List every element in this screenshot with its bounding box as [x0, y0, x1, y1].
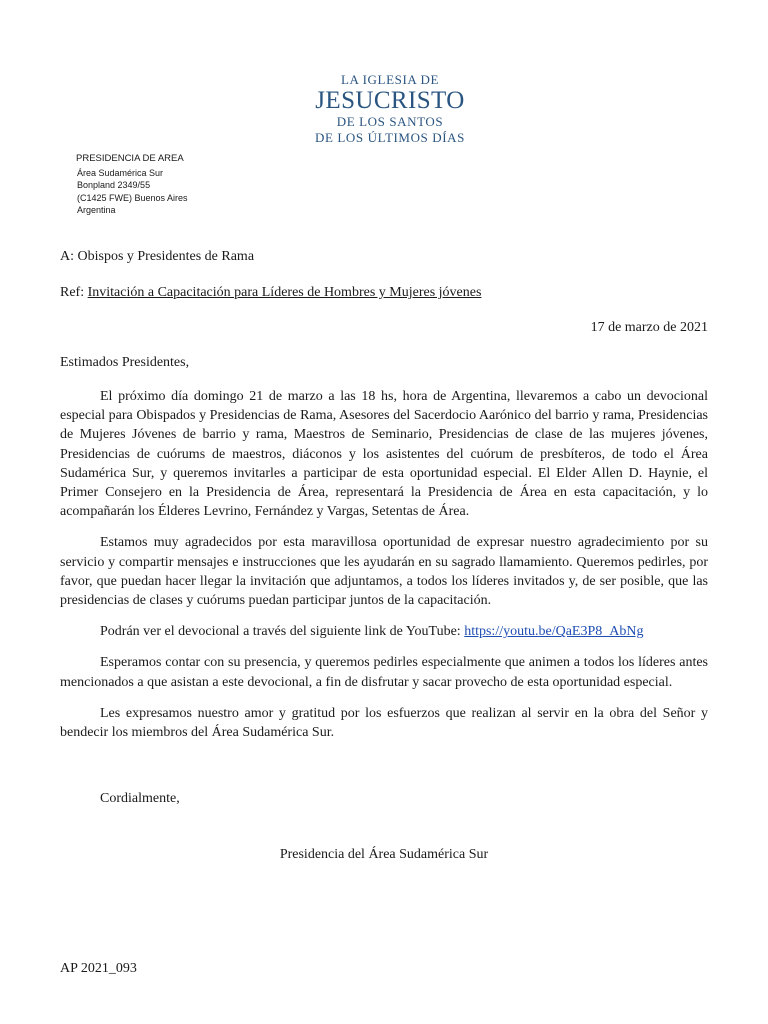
recipient-line: A: Obispos y Presidentes de Rama	[60, 249, 255, 264]
document-code: AP 2021_093	[60, 961, 137, 976]
closing: Cordialmente,	[100, 791, 180, 806]
logo-line-3: DE LOS SANTOS	[336, 114, 444, 129]
logo-line-2: JESUCRISTO	[315, 87, 465, 114]
paragraph-3	[60, 622, 708, 641]
sender-address	[77, 153, 188, 217]
paragraph-1: El próximo día domingo 21 de marzo a las 18 hs, hora de Argentina, llevaremos a cabo un devocional especial para Obispados y Presidencias de Rama, Asesores del Sacerdocio Aarónico del barrio y rama, Presidencias de Mujeres Jóvenes de barrio y rama, Maestros de Seminario, Presidencias de clase de las mujeres jóvenes, Presidencias de cuórums de maestros, diáconos y los asistentes del cuórum de presbíteros, de todo el Área Sudamérica Sur, y queremos invitarles a participar de esta oportunidad especial. El Elder Allen D. Haynie, el Primer Consejero en la Presidencia de Área, representará la Presidencia de Área en esta capacitación, y lo acompañarán los Élderes Levrino, Fernández y Vargas, Setentas de Área.	[60, 389, 708, 520]
address-title: PRESIDENCIA DE AREA	[76, 153, 184, 164]
logo-line-1: LA IGLESIA DE	[340, 72, 440, 87]
reference-label: Ref:	[60, 285, 88, 300]
youtube-link[interactable]: https://youtu.be/QaE3P8_AbNg	[464, 624, 644, 640]
reference-line	[60, 285, 481, 301]
paragraph-3-text: Podrán ver el devocional a través del siguiente link de YouTube:	[100, 624, 465, 640]
church-logo	[300, 72, 480, 146]
address-city: (C1425 FWE) Buenos Aires	[77, 192, 188, 203]
letter-date: 17 de marzo de 2021	[590, 320, 708, 335]
salutation: Estimados Presidentes,	[60, 355, 190, 370]
paragraph-2: Estamos muy agradecidos por esta maravillosa oportunidad de expresar nuestro agradecimiento por su servicio y compartir mensajes e instrucciones que les ayudarán en su sagrado llamamiento. Queremos pedirles, por favor, que puedan hacer llegar la invitación que adjuntamos, a todos los líderes invitados y, de ser posible, que las presidencias de clases y cuórums puedan participar juntos de la capacitación.	[60, 535, 708, 609]
reference-subject: Invitación a Capacitación para Líderes de Hombres y Mujeres jóvenes	[87, 285, 482, 300]
paragraph-5: Les expresamos nuestro amor y gratitud por los esfuerzos que realizan al servir en la obra del Señor y bendecir los miembros del Área Sudamérica Sur.	[60, 705, 708, 741]
address-street: Bonpland 2349/55	[77, 180, 151, 190]
paragraph-4: Esperamos contar con su presencia, y queremos pedirles especialmente que animen a todos los líderes antes mencionados a que asistan a este devocional, a fin de disfrutar y sacar provecho de esta oportunidad especial.	[60, 655, 708, 690]
signature: Presidencia del Área Sudamérica Sur	[279, 847, 489, 862]
address-area: Área Sudamérica Sur	[77, 167, 164, 178]
address-country: Argentina	[77, 205, 116, 215]
letter-body	[60, 387, 708, 754]
logo-line-4: DE LOS ÚLTIMOS DÍAS	[315, 130, 465, 145]
